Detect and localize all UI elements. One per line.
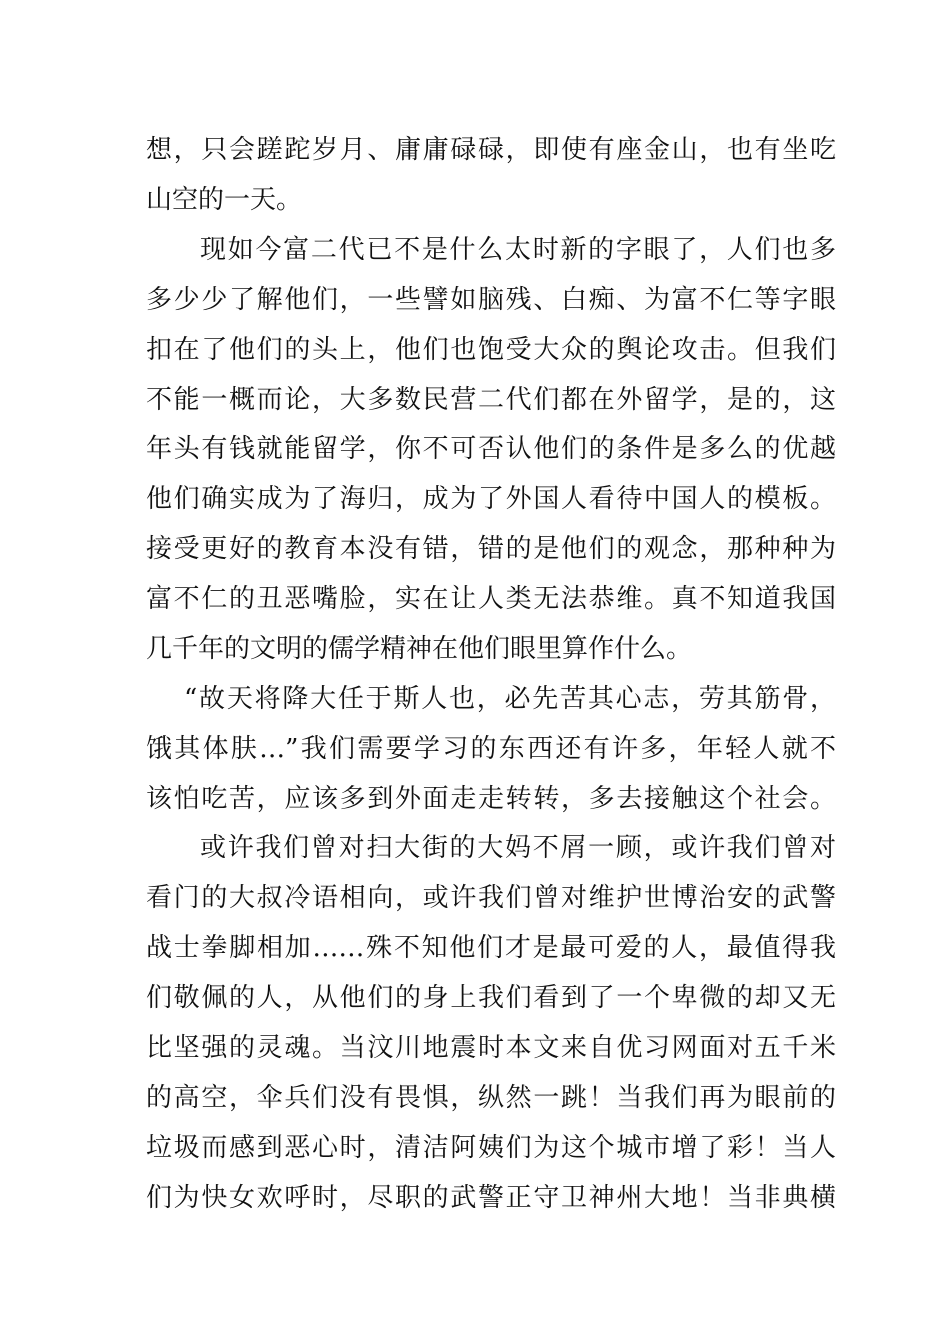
text-line-12: “故天将降大任于斯人也，必先苦其心志，劳其筋骨，: [184, 684, 836, 714]
text-line-16: 看门的大叔冷语相向，或许我们曾对维护世博治安的武警: [146, 883, 836, 913]
text-line-11: 几千年的文明的儒学精神在他们眼里算作什么。: [146, 634, 693, 664]
text-line-15: 或许我们曾对扫大街的大妈不屑一顾，或许我们曾对: [200, 833, 836, 863]
text-line-1: 想，只会蹉跎岁月、庸庸碌碌，即使有座金山，也有坐吃: [146, 135, 836, 165]
text-line-7: 年头有钱就能留学，你不可否认他们的条件是多么的优越: [146, 434, 836, 464]
text-line-22: 们为快女欢呼时，尽职的武警正守卫神州大地！当非典横: [146, 1183, 836, 1213]
text-line-20: 的高空，伞兵们没有畏惧，纵然一跳！当我们再为眼前的: [146, 1083, 836, 1113]
text-line-13: 饿其体肤…”我们需要学习的东西还有许多，年轻人就不: [146, 734, 836, 764]
text-line-19: 比坚强的灵魂。当汶川地震时本文来自优习网面对五千米: [146, 1033, 836, 1063]
text-line-3: 现如今富二代已不是什么太时新的字眼了，人们也多: [200, 235, 836, 265]
text-line-21: 垃圾而感到恶心时，清洁阿姨们为这个城市增了彩！当人: [146, 1133, 836, 1163]
text-line-10: 富不仁的丑恶嘴脸，实在让人类无法恭维。真不知道我国: [146, 584, 836, 614]
text-line-6: 不能一概而论，大多数民营二代们都在外留学，是的，这: [146, 385, 836, 415]
text-line-18: 们敬佩的人，从他们的身上我们看到了一个卑微的却又无: [146, 983, 836, 1013]
text-line-2: 山空的一天。: [146, 185, 303, 215]
text-line-17: 战士拳脚相加……殊不知他们才是最可爱的人，最值得我: [146, 933, 836, 963]
text-line-8: 他们确实成为了海归，成为了外国人看待中国人的模板。: [146, 484, 836, 514]
text-line-9: 接受更好的教育本没有错，错的是他们的观念，那种种为: [146, 534, 836, 564]
text-line-4: 多少少了解他们，一些譬如脑残、白痴、为富不仁等字眼: [146, 285, 836, 315]
text-line-5: 扣在了他们的头上，他们也饱受大众的舆论攻击。但我们: [146, 335, 836, 365]
text-line-14: 该怕吃苦，应该多到外面走走转转，多去接触这个社会。: [146, 784, 836, 814]
